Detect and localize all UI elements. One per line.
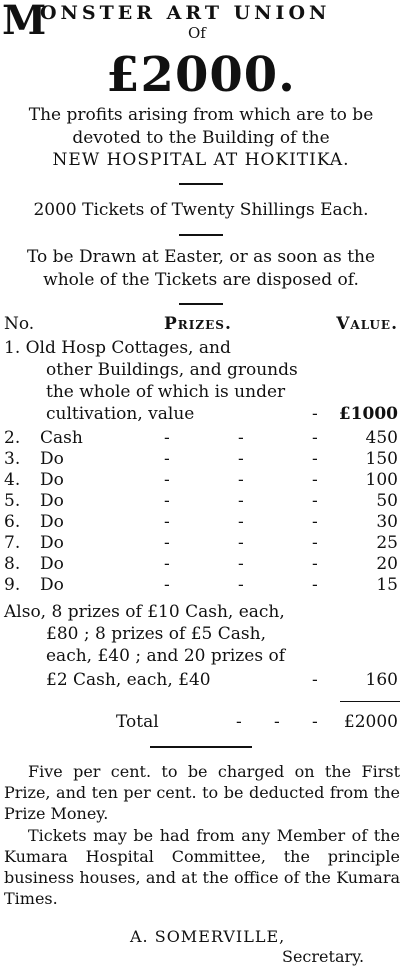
also-line-4: £2 Cash, each, £40 - 160 (46, 670, 398, 690)
prize-row (4, 490, 400, 512)
prize-value: 30 (376, 512, 398, 532)
note-tickets: Tickets may be had from any Member of the Kumara Hospital Committee, the principle business houses, and at the office of the Kumara Times. (4, 826, 400, 908)
prize-row (4, 427, 400, 449)
first-prize-value: £1000 (338, 404, 398, 424)
total-value: £2000 (343, 712, 398, 732)
also-line-1: Also, 8 prizes of £10 Cash, each, (4, 602, 285, 622)
total-label: Total (116, 712, 159, 732)
first-prize-line-1: 1. Old Hosp Cottages, and (4, 338, 231, 358)
separator (179, 234, 223, 236)
table-header (4, 313, 400, 335)
intro-line-2: devoted to the Building of the (72, 128, 330, 148)
intro-line-3: NEW HOSPITAL AT HOKITIKA. (52, 150, 350, 170)
prize-amount-heading: £2000. (106, 47, 296, 103)
leader-dash: - (238, 470, 244, 490)
section-rule (150, 746, 252, 748)
prize-row (4, 553, 400, 575)
masthead-of: Of (188, 24, 206, 42)
leader-dash: - (312, 575, 318, 595)
prize-label: Do (40, 512, 64, 532)
prize-number: 4. (4, 470, 21, 490)
prize-label: Do (40, 533, 64, 553)
masthead-initial: M (2, 0, 47, 44)
leader-dash: - (238, 554, 244, 574)
leader-dash: - (164, 533, 170, 553)
prize-value: 50 (376, 491, 398, 511)
first-prize-line-3: the whole of which is under (46, 382, 286, 402)
drawn-line-2: whole of the Tickets are disposed of. (43, 270, 359, 290)
prize-number: 6. (4, 512, 21, 532)
leader-dash: - (312, 449, 318, 469)
col-value: Value. (336, 314, 398, 334)
prize-value: 15 (376, 575, 398, 595)
leader-dash: - (164, 575, 170, 595)
prize-number: 8. (4, 554, 21, 574)
first-prize-line-2: other Buildings, and grounds (46, 360, 298, 380)
leader-dash: - (164, 428, 170, 448)
drawn-line-1: To be Drawn at Easter, or as soon as the (26, 247, 376, 267)
prize-row (4, 448, 400, 470)
prize-row (4, 532, 400, 554)
prize-row (4, 469, 400, 491)
prize-label: Do (40, 575, 64, 595)
first-prize-line-4: cultivation, value - £1000 (46, 404, 398, 424)
prize-value: 20 (376, 554, 398, 574)
col-prizes: Prizes. (164, 314, 232, 334)
leader-dash: - (312, 470, 318, 490)
also-line-2: £80 ; 8 prizes of £5 Cash, (46, 624, 266, 644)
leader-dash: - (164, 470, 170, 490)
prize-row (4, 574, 400, 596)
leader-dash: - (164, 491, 170, 511)
prize-label: Cash (40, 428, 83, 448)
leader-dash: - (312, 428, 318, 448)
leader-dash: - (238, 575, 244, 595)
intro-line-1: The profits arising from which are to be (28, 105, 374, 125)
separator (179, 303, 223, 305)
prize-number: 7. (4, 533, 21, 553)
signature-name: A. SOMERVILLE, (130, 927, 286, 946)
prize-number: 2. (4, 428, 21, 448)
prize-number: 3. (4, 449, 21, 469)
masthead (0, 0, 402, 42)
prize-label: Do (40, 470, 64, 490)
prize-row (4, 511, 400, 533)
masthead-title: ONSTER ART UNION (40, 2, 331, 24)
leader-dash: - (238, 449, 244, 469)
prize-number: 5. (4, 491, 21, 511)
leader-dash: - (312, 554, 318, 574)
leader-dash: - (238, 428, 244, 448)
leader-dash: - (238, 533, 244, 553)
leader-dash: - (312, 491, 318, 511)
tickets-line: 2000 Tickets of Twenty Shillings Each. (33, 200, 369, 220)
prize-label: Do (40, 554, 64, 574)
prize-value: 450 (365, 428, 398, 448)
leader-dash: - (238, 512, 244, 532)
leader-dash: - (238, 491, 244, 511)
also-line-3: each, £40 ; and 20 prizes of (46, 646, 285, 666)
leader-dash: - (164, 512, 170, 532)
prize-number: 9. (4, 575, 21, 595)
prize-label: Do (40, 449, 64, 469)
total-row: Total - - - £2000 (116, 712, 398, 732)
also-value: 160 (365, 670, 398, 690)
prize-label: Do (40, 491, 64, 511)
prize-value: 150 (365, 449, 398, 469)
note-commission: Five per cent. to be charged on the First Prize, and ten per cent. to be deducted from the Prize Money. (4, 762, 400, 823)
leader-dash: - (164, 554, 170, 574)
col-no: No. (4, 314, 35, 334)
separator (179, 183, 223, 185)
leader-dash: - (312, 512, 318, 532)
signature-title: Secretary. (282, 947, 365, 966)
leader-dash: - (164, 449, 170, 469)
prize-value: 100 (365, 470, 398, 490)
sum-rule (340, 701, 400, 702)
leader-dash: - (312, 533, 318, 553)
prize-value: 25 (376, 533, 398, 553)
